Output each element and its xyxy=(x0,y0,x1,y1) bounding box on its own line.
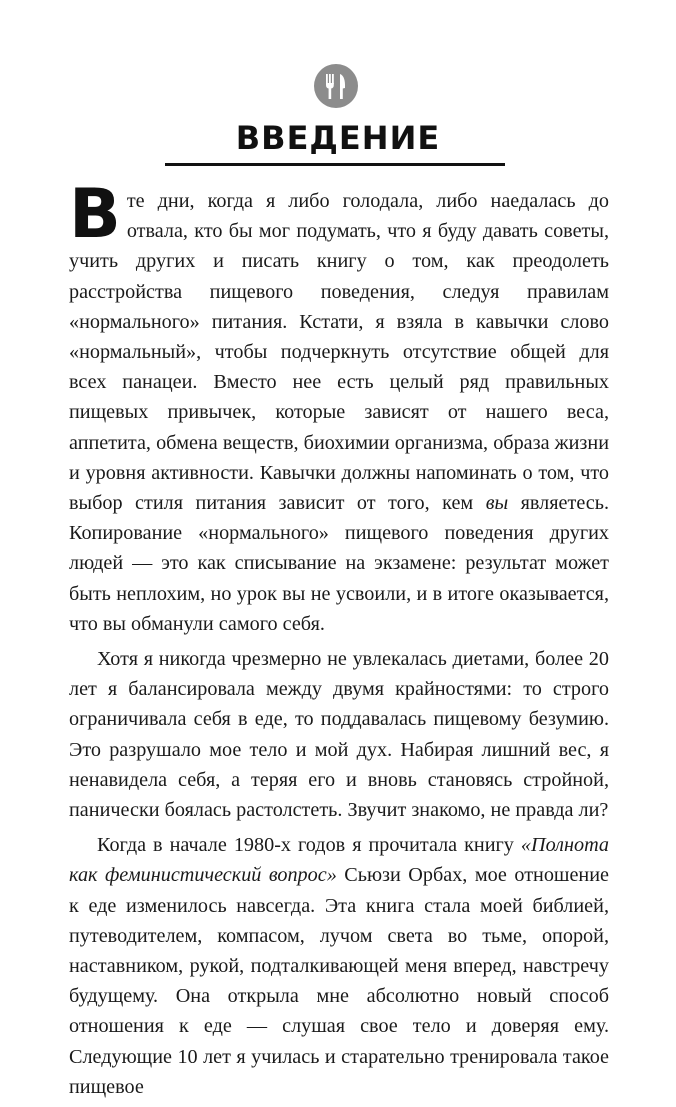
paragraph-2-text: Хотя я никогда чрезмерно не увлекалась диетами, более 20 лет я балансировала между двумя крайностями: то строго ограничивала себя в еде, то поддавалась пищевому безумию. Это разрушало мое тело и мой дух. Набирая лишний вес, я ненавидела себя, а теряя его и вновь становясь стройной, панически боялась растолстеть. Звучит знакомо, не правда ли? xyxy=(69,648,609,822)
paragraph-1-text-after: являетесь. Копирование «нормального» пищевого поведения других людей — это как списывание на экзамене: результат может быть неплохим, но урок вы не усвоили, и в итоге оказывается, что вы обманули самого себя. xyxy=(69,492,610,635)
paragraph-3 xyxy=(69,830,609,1102)
paragraph-3-text-after: Сьюзи Орбах, мое отношение к еде изменилось навсегда. Эта книга стала моей библией, путеводителем, компасом, лучом света во тьме, опорой, наставником, рукой, подталкивающей меня вперед, навстречу будущему. Она открыла мне абсолютно новый способ отношения к еде — слушая свое тело и доверяя ему. Следующие 10 лет я училась и старательно тренировала такое пищевое xyxy=(69,864,609,1098)
chapter-title: ВВЕДЕНИЕ xyxy=(235,119,441,157)
fork-knife-icon xyxy=(314,64,358,108)
title-underline xyxy=(165,163,505,166)
body-text xyxy=(69,175,610,1107)
paragraph-1-italic: вы xyxy=(485,492,509,515)
paragraph-3-text-before: Когда в начале 1980-х годов я прочитала книгу xyxy=(97,834,521,857)
book-title-italic: «Полнота как феминистический вопрос» xyxy=(69,834,609,887)
drop-cap: В xyxy=(69,175,121,254)
paragraph-1 xyxy=(69,175,610,639)
paragraph-1-text: те дни, когда я либо голодала, либо наедалась до отвала, кто бы мог подумать, что я буду давать советы, учить других и писать книгу о том, как преодолеть расстройства пищевого поведения, следуя правилам «нормального» питания. Кстати, я взяла в кавычки слово «нормальный», чтобы подчеркнуть отсутствие общей для всех панацеи. Вместо нее есть целый ряд правильных пищевых привычек, которые зависят от нашего веса, аппетита, обмена веществ, биохимии организма, образа жизни и уровня активности. Кавычки должны напоминать о том, что выбор стиля питания зависит от того, кем xyxy=(69,190,609,515)
paragraph-2 xyxy=(69,644,609,825)
